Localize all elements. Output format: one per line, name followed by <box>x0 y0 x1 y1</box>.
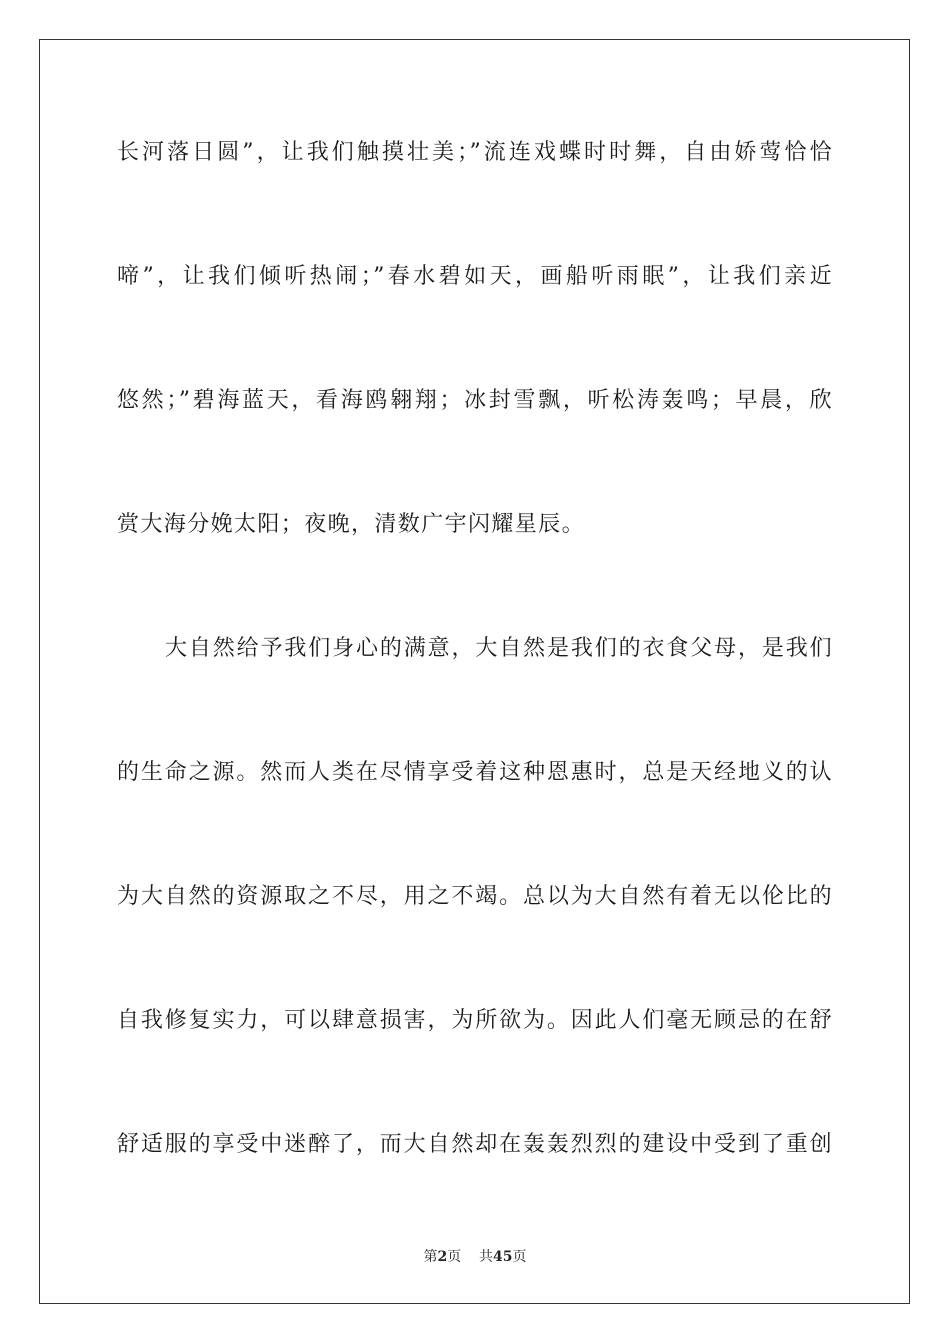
page-border <box>39 39 910 1304</box>
total-pages: 45 <box>493 1249 513 1265</box>
text-line-4: 赏大海分娩太阳；夜晚，清数广宇闪耀星辰。 <box>117 512 586 537</box>
text-line-3: 悠然；”碧海蓝天，看海鸥翱翔；冰封雪飘，听松涛轰鸣；早晨，欣 <box>117 388 833 413</box>
page-number: 2 <box>437 1249 448 1265</box>
page-suffix: 页 <box>447 1249 462 1265</box>
text-line-6: 的生命之源。然而人类在尽情享受着这种恩惠时，总是天经地义的认 <box>117 760 833 785</box>
page-footer <box>0 1248 950 1266</box>
text-line-1: 长河落日圆”，让我们触摸壮美；”流连戏蝶时时舞，自由娇莺恰恰 <box>117 140 833 165</box>
total-suffix: 页 <box>512 1249 527 1265</box>
text-line-8: 自我修复实力，可以肆意损害，为所欲为。因此人们毫无顾忌的在舒 <box>117 1008 833 1033</box>
text-line-5: 大自然给予我们身心的满意，大自然是我们的衣食父母，是我们 <box>165 636 833 661</box>
page-prefix: 第 <box>423 1249 438 1265</box>
text-line-7: 为大自然的资源取之不尽，用之不竭。总以为大自然有着无以伦比的 <box>117 884 833 909</box>
total-prefix: 共 <box>479 1249 494 1265</box>
text-line-9: 舒适服的享受中迷醉了，而大自然却在轰轰烈烈的建设中受到了重创 <box>117 1132 833 1157</box>
text-line-2: 啼”，让我们倾听热闹；”春水碧如天，画船听雨眠”，让我们亲近 <box>117 264 833 289</box>
